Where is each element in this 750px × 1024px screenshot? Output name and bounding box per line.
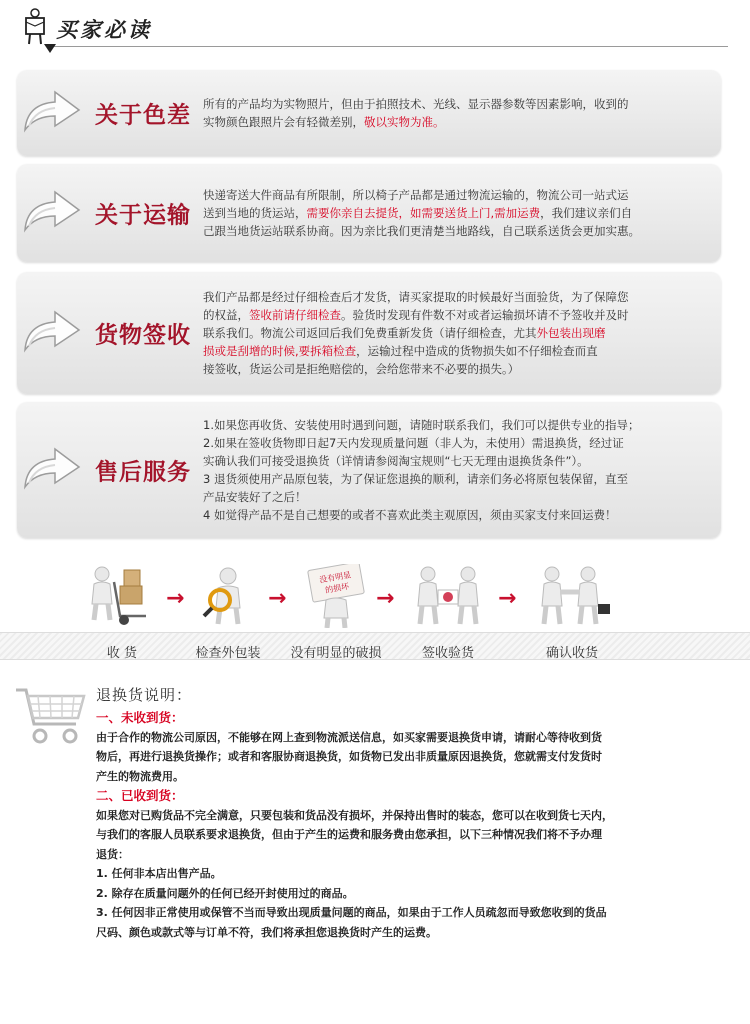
card-body-line: [203, 204, 705, 222]
policy-line: 如果您对已购货品不完全满意，只要包装和货品没有损坏，并保持出售时的装态，您可以在收到货七天内，: [96, 808, 613, 822]
card-color-difference: [17, 70, 721, 156]
body-text: 。验货时发现有件数不对或者运输损坏请不予签收并及时: [341, 308, 629, 322]
card-body-line: [203, 113, 705, 131]
body-text: 1.如果您再收货、安装使用时遇到问题，请随时联系我们，我们可以提供专业的指导；: [203, 418, 640, 432]
receiving-process: [0, 556, 750, 664]
body-text: 4 如觉得产品不是自己想要的或者不喜欢此类主观原因，须由买家支付来回运费！: [203, 508, 617, 522]
card-body: [203, 288, 705, 378]
policy-line: 1. 任何非本店出售产品。: [96, 867, 222, 880]
body-text: 我们产品都是经过仔细检查后才发货，请买家提取的时候最好当面验货，为了保障您: [203, 290, 629, 304]
body-text: 产品安装好了之后！: [203, 490, 307, 504]
card-body: [203, 186, 705, 240]
highlight-text: 需要你亲自去提货，如需要送货上门,需加运费: [306, 206, 541, 220]
card-body-line: [203, 186, 705, 204]
body-text: 实确认我们可接受退换货（详情请参阅淘宝规则“七天无理由退换货条件”）。: [203, 454, 589, 468]
highlight-text: 损或是刮增的时候,要拆箱检查: [203, 344, 357, 358]
process-arrow-icon: →: [498, 586, 517, 611]
card-body-line: [203, 434, 705, 452]
step-label: 收 货: [106, 646, 138, 661]
card-body: [203, 416, 705, 524]
body-text: 接签收，货运公司是拒绝赔偿的，会给您带来不必要的损失。）: [203, 362, 520, 376]
box-person-icon: [22, 8, 48, 46]
card-body-line: [203, 506, 705, 524]
curved-arrow-icon: [21, 310, 83, 356]
page-title: 买家必读: [56, 17, 152, 42]
card-receipt: [17, 272, 721, 394]
card-body-line: [203, 470, 705, 488]
card-title: 货物签收: [95, 321, 191, 348]
step-label: 签收验货: [421, 646, 475, 661]
curved-arrow-icon: [21, 447, 83, 493]
step-label: 没有明显的破损: [290, 646, 382, 661]
policy-line: 3. 任何因非正常使用或保管不当而导致出现质量问题的商品，如果由于工作人员疏忽而导致您收到的货品: [96, 906, 607, 919]
body-text: 己跟当地货运站联系协商。因为亲比我们更清楚当地路线，自己联系送货会更加实惠。: [203, 224, 640, 238]
header-divider: [48, 46, 728, 47]
card-body-line: [203, 324, 705, 342]
process-arrow-icon: →: [268, 586, 287, 611]
page-header: [0, 0, 750, 56]
policy-line: 物后，再进行退换货操作；或者和客服协商退换货，如货物已发出非质量原因退换货，您就需支付发货时: [96, 750, 602, 763]
policy-line: 2. 除存在质量问题外的任何已经开封使用过的商品。: [96, 886, 354, 900]
body-text: 实物颜色跟照片会有轻微差别，: [203, 115, 364, 129]
card-title: 售后服务: [95, 458, 191, 485]
card-body-line: [203, 288, 705, 306]
body-text: 3 退货须使用产品原包装，为了保证您退换的顺利，请亲们务必将原包装保留，直至: [203, 472, 628, 486]
step-label: 检查外包装: [195, 646, 261, 661]
person-with-hand-truck-icon: [80, 564, 160, 628]
body-text: ，运输过程中造成的货物损失如不仔细检查而直: [356, 344, 598, 358]
highlight-text: 敬以实物为准。: [364, 115, 445, 129]
card-title: 关于运输: [95, 201, 191, 228]
card-after-sales: [17, 402, 721, 538]
policy-line: 由于合作的物流公司原因，不能够在网上查到物流派送信息，如买家需要退换货申请，请耐心等待收到货: [96, 730, 602, 744]
card-body-line: [203, 360, 705, 378]
curved-arrow-icon: [21, 190, 83, 236]
people-signing-icon: [408, 564, 488, 628]
section-heading: 一、未收到货：: [96, 710, 184, 725]
body-text: 所有的产品均为实物照片，但由于拍照技术、光线、显示器参数等因素影响，收到的: [203, 97, 629, 111]
body-text: 联系我们。物流公司返回后我们免费重新发货（请仔细检查，尤其: [203, 326, 537, 340]
section-heading: 二、已收到货：: [96, 788, 184, 803]
body-text: 送到当地的货运站，: [203, 206, 307, 220]
card-body-line: [203, 222, 705, 240]
card-body-line: [203, 452, 705, 470]
card-body-line: [203, 306, 705, 324]
step-label: 确认收货: [545, 646, 599, 661]
body-text: ，我们建议亲们自: [540, 206, 633, 220]
sign-text: 的损坏: [324, 581, 350, 595]
header-pointer-icon: [44, 44, 56, 53]
body-text: 快递寄送大件商品有所限制，所以椅子产品都是通过物流运输的，物流公司一站式运: [203, 188, 629, 202]
card-body-line: [203, 342, 705, 360]
card-title: 关于色差: [95, 101, 191, 128]
process-arrow-icon: →: [166, 586, 185, 611]
card-body-line: [203, 416, 705, 434]
policy-title: 退换货说明：: [96, 686, 193, 704]
highlight-text: 签收前请仔细检查: [249, 308, 341, 322]
handshake-icon: [532, 564, 612, 628]
person-with-magnifier-icon: [190, 564, 270, 628]
card-body-line: [203, 95, 705, 113]
shopping-cart-icon: [14, 684, 88, 748]
policy-line: 与我们的客服人员联系要求退换货，但由于产生的运费和服务费由您承担，以下三种情况我们将不予办理: [96, 828, 602, 841]
policy-line: 尺码、颜色或款式等与订单不符，我们将承担您退换货时产生的运费。: [96, 925, 437, 939]
body-text: 2.如果在签收货物即日起7天内发现质量问题（非人为，未使用）需退换货，经过证: [203, 436, 624, 450]
card-body: [203, 95, 705, 131]
return-policy-body: [96, 708, 716, 942]
card-shipping: [17, 164, 721, 262]
highlight-text: 外包装出现磨: [536, 326, 606, 340]
process-arrow-icon: →: [376, 586, 395, 611]
card-body-line: [203, 488, 705, 506]
policy-line: 退货：: [96, 847, 129, 861]
policy-line: 产生的物流费用。: [96, 769, 184, 783]
person-holding-sign-icon: [296, 564, 376, 628]
curved-arrow-icon: [21, 90, 83, 136]
body-text: 的权益，: [203, 308, 249, 322]
sign-text: 没有明显: [318, 570, 352, 585]
